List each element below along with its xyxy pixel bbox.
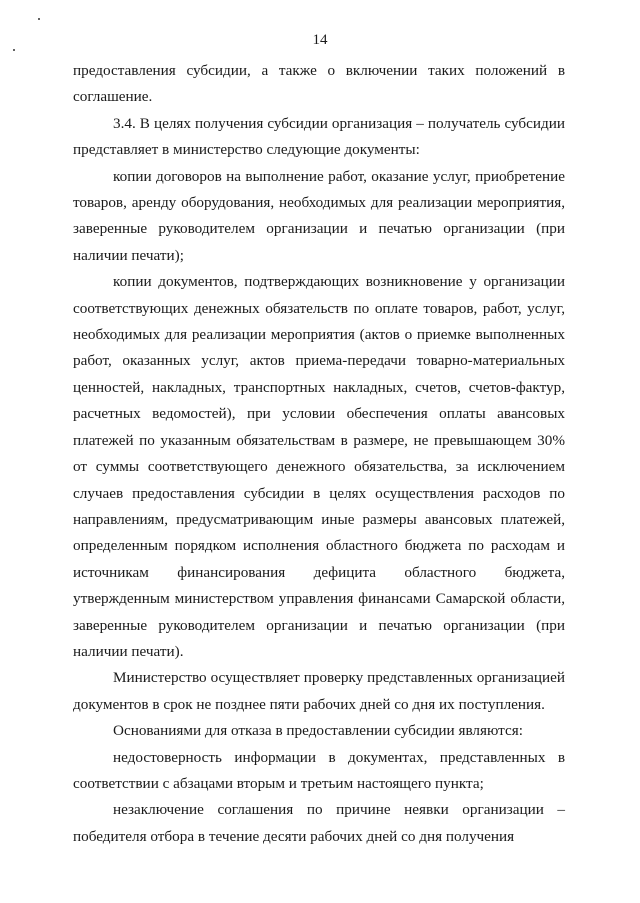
document-body	[73, 58, 565, 850]
page-number: 14	[312, 32, 328, 48]
paragraph-refusal-grounds: Основаниями для отказа в предоставлении субсидии являются:	[113, 722, 523, 740]
paragraph-unreliable-info: недостоверность информации в документах, представленных в соответствии с абзацами вторым и третьим настоящего пункта;	[73, 748, 565, 792]
paragraph-contract-copies: копии договоров на выполнение работ, оказание услуг, приобретение товаров, аренду оборудования, необходимых для реализации мероприятия, заверенные руководителем организации и печатью организации (при наличии печати);	[73, 167, 565, 264]
paragraph-continuation: предоставления субсидии, а также о включении таких положений в соглашение.	[73, 62, 565, 106]
scan-speck	[38, 18, 40, 20]
paragraph-3-4: 3.4. В целях получения субсидии организация – получатель субсидии представляет в министерство следующие документы:	[73, 114, 565, 159]
paragraph-ministry-check: Министерство осуществляет проверку представленных организацией документов в срок не позднее пяти рабочих дней со дня их поступления.	[73, 669, 565, 713]
paragraph-obligation-documents: копии документов, подтверждающих возникновение у организации соответствующих денежных обязательств по оплате товаров, работ, услуг, необходимых для реализации мероприятия (актов о приемке выполненных работ, оказанных услуг, актов приема-передачи товарно-материальных ценностей, накладных, транспортных накладных, счетов, счетов-фактур, расчетных ведомостей), при условии обеспечения оплаты авансовых платежей по указанным обязательствам в размере, не превышающем 30% от суммы соответствующего денежного обязательства, за исключением случаев предоставления субсидии в целях осуществления расходов по направлениям, предусматривающим иные размеры авансовых платежей, определенным порядком исполнения областного бюджета по расходам и источникам финансирования дефицита областного бюджета, утвержденным министерством управления финансами Самарской области, заверенные руководителем организации и печатью организации (при наличии печати).	[73, 273, 565, 660]
paragraph-non-conclusion: незаключение соглашения по причине неявки организации – победителя отбора в течение десяти рабочих дней со дня получения	[73, 801, 565, 845]
